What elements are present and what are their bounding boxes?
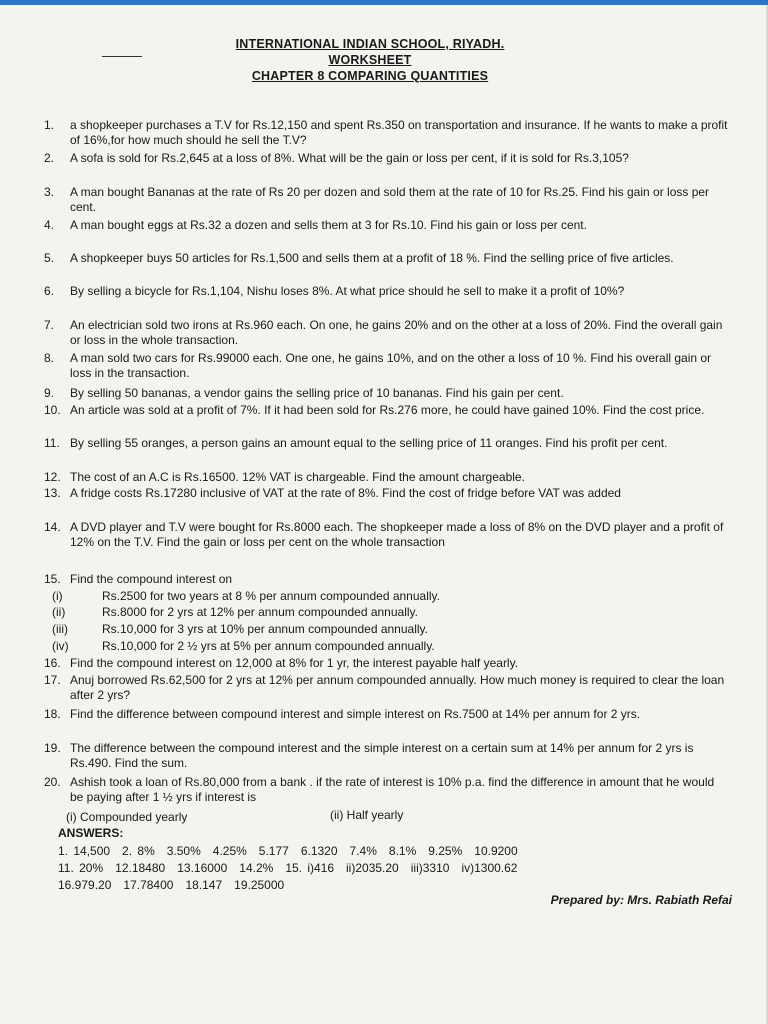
answer-item: 9.25% bbox=[428, 844, 463, 858]
question-20: 20. Ashish took a loan of Rs.80,000 from a bank . if the rate of interest is 10% p.a. find the difference in amount that he would be paying after 1 ½ yrs if interest is bbox=[44, 775, 715, 804]
answer-item: 1. 14,500 bbox=[58, 844, 111, 858]
chapter-title: CHAPTER 8 COMPARING QUANTITIES bbox=[251, 69, 489, 83]
answers-row-2 bbox=[58, 861, 728, 876]
question-10: 10. An article was sold at a profit of 7%. If it had been sold for Rs.276 more, he could have gained 10%. Find the cost price. bbox=[44, 403, 705, 417]
question-8: 8. A man sold two cars for Rs.99000 each. One one, he gains 10%, and on the other a loss of 10 %. Find his overall gain or loss in the transaction. bbox=[44, 351, 712, 380]
question-4: 4. A man bought eggs at Rs.32 a dozen and sells them at 3 for Rs.10. Find his gain or loss per cent. bbox=[44, 218, 587, 232]
q20-option-half-yearly: (ii) Half yearly bbox=[330, 808, 404, 822]
question-1: 1. a shopkeeper purchases a T.V for Rs.12,150 and spent Rs.350 on transportation and insurance. If he wants to make a profit of 16%,for how much should he sell the T.V? bbox=[44, 118, 728, 147]
question-14: 14. A DVD player and T.V were bought for Rs.8000 each. The shopkeeper made a loss of 8% on the DVD player and a profit of 12% on the T.V. Find the gain or loss per cent on the whole transaction bbox=[44, 520, 724, 549]
worksheet-subtitle: WORKSHEET bbox=[328, 53, 412, 67]
prepared-by: Prepared by: Mrs. Rabiath Refai bbox=[550, 893, 732, 907]
answer-item: iv)1300.62 bbox=[461, 861, 518, 875]
answer-item: 11. 20% bbox=[58, 861, 104, 875]
question-6: 6. By selling a bicycle for Rs.1,104, Nishu loses 8%. At what price should he sell to make it a profit of 10%? bbox=[44, 284, 625, 298]
answers-row-3 bbox=[58, 878, 728, 893]
subquestion-ii: (ii) Rs.8000 for 2 yrs at 12% per annum compounded annually. bbox=[52, 605, 418, 619]
answer-item: 18.147 bbox=[185, 878, 223, 892]
question-5: 5. A shopkeeper buys 50 articles for Rs.1,500 and sells them at a profit of 18 %. Find the selling price of five articles. bbox=[44, 251, 674, 265]
question-11: 11. By selling 55 oranges, a person gains an amount equal to the selling price of 11 oranges. Find his profit per cent. bbox=[44, 436, 668, 450]
q20-option-yearly: (i) Compounded yearly bbox=[66, 810, 188, 824]
question-9: 9. By selling 50 bananas, a vendor gains the selling price of 10 bananas. Find his gain per cent. bbox=[44, 386, 564, 400]
answer-item: 16.979.20 bbox=[58, 878, 112, 892]
answer-item: 17.78400 bbox=[123, 878, 174, 892]
question-7: 7. An electrician sold two irons at Rs.960 each. On one, he gains 20% and on the other at a loss of 20%. Find the overall gain or loss in the whole transaction. bbox=[44, 318, 723, 347]
question-12: 12. The cost of an A.C is Rs.16500. 12% VAT is chargeable. Find the amount chargeable. bbox=[44, 470, 525, 484]
answer-item: 19.25000 bbox=[234, 878, 285, 892]
header-dash bbox=[102, 56, 142, 57]
answer-item: 8.1% bbox=[388, 844, 417, 858]
question-19: 19. The difference between the compound interest and the simple interest on a certain sum at 14% per annum for 2 yrs is Rs.490. Find the sum. bbox=[44, 741, 694, 770]
answer-item: 5.177 bbox=[258, 844, 289, 858]
subquestion-iv: (iv) Rs.10,000 for 2 ½ yrs at 5% per annum compounded annually. bbox=[52, 639, 435, 653]
answer-item: 13.16000 bbox=[177, 861, 228, 875]
answer-item: 7.4% bbox=[349, 844, 377, 858]
question-13: 13. A fridge costs Rs.17280 inclusive of VAT at the rate of 8%. Find the cost of fridge before VAT was added bbox=[44, 486, 621, 500]
answer-item: 6.1320 bbox=[300, 844, 338, 858]
question-16: 16. Find the compound interest on 12,000 at 8% for 1 yr, the interest payable half yearly. bbox=[44, 656, 519, 670]
subquestion-iii: (iii) Rs.10,000 for 3 yrs at 10% per annum compounded annually. bbox=[52, 622, 428, 636]
question-17: 17. Anuj borrowed Rs.62,500 for 2 yrs at 12% per annum compounded annually. How much money is required to clear the loan after 2 yrs? bbox=[44, 673, 725, 702]
answers-row-1 bbox=[58, 844, 728, 859]
answers-heading: ANSWERS: bbox=[58, 826, 124, 840]
answer-item: 4.25% bbox=[212, 844, 247, 858]
question-15: 15. Find the compound interest on bbox=[44, 572, 233, 586]
answer-item: ii)2035.20 bbox=[346, 861, 399, 875]
question-18: 18. Find the difference between compound interest and simple interest on Rs.7500 at 14% per annum for 2 yrs. bbox=[44, 707, 641, 721]
answer-item: 12.18480 bbox=[115, 861, 166, 875]
answer-item: iii)3310 bbox=[410, 861, 450, 875]
answer-item: 14.2% bbox=[239, 861, 274, 875]
school-title: INTERNATIONAL INDIAN SCHOOL, RIYADH. bbox=[235, 37, 505, 51]
answer-item: 2. 8% bbox=[122, 844, 155, 858]
question-3: 3. A man bought Bananas at the rate of Rs 20 per dozen and sold them at the rate of 10 for Rs.25. Find his gain or loss per cent. bbox=[44, 185, 710, 214]
subquestion-i: (i) Rs.2500 for two years at 8 % per annum compounded annually. bbox=[52, 589, 440, 603]
answer-item: 10.9200 bbox=[474, 844, 518, 858]
answer-item: 15. i)416 bbox=[285, 861, 335, 875]
question-2: 2. A sofa is sold for Rs.2,645 at a loss of 8%. What will be the gain or loss per cent, if it is sold for Rs.3,105? bbox=[44, 151, 629, 165]
answer-item: 3.50% bbox=[166, 844, 201, 858]
